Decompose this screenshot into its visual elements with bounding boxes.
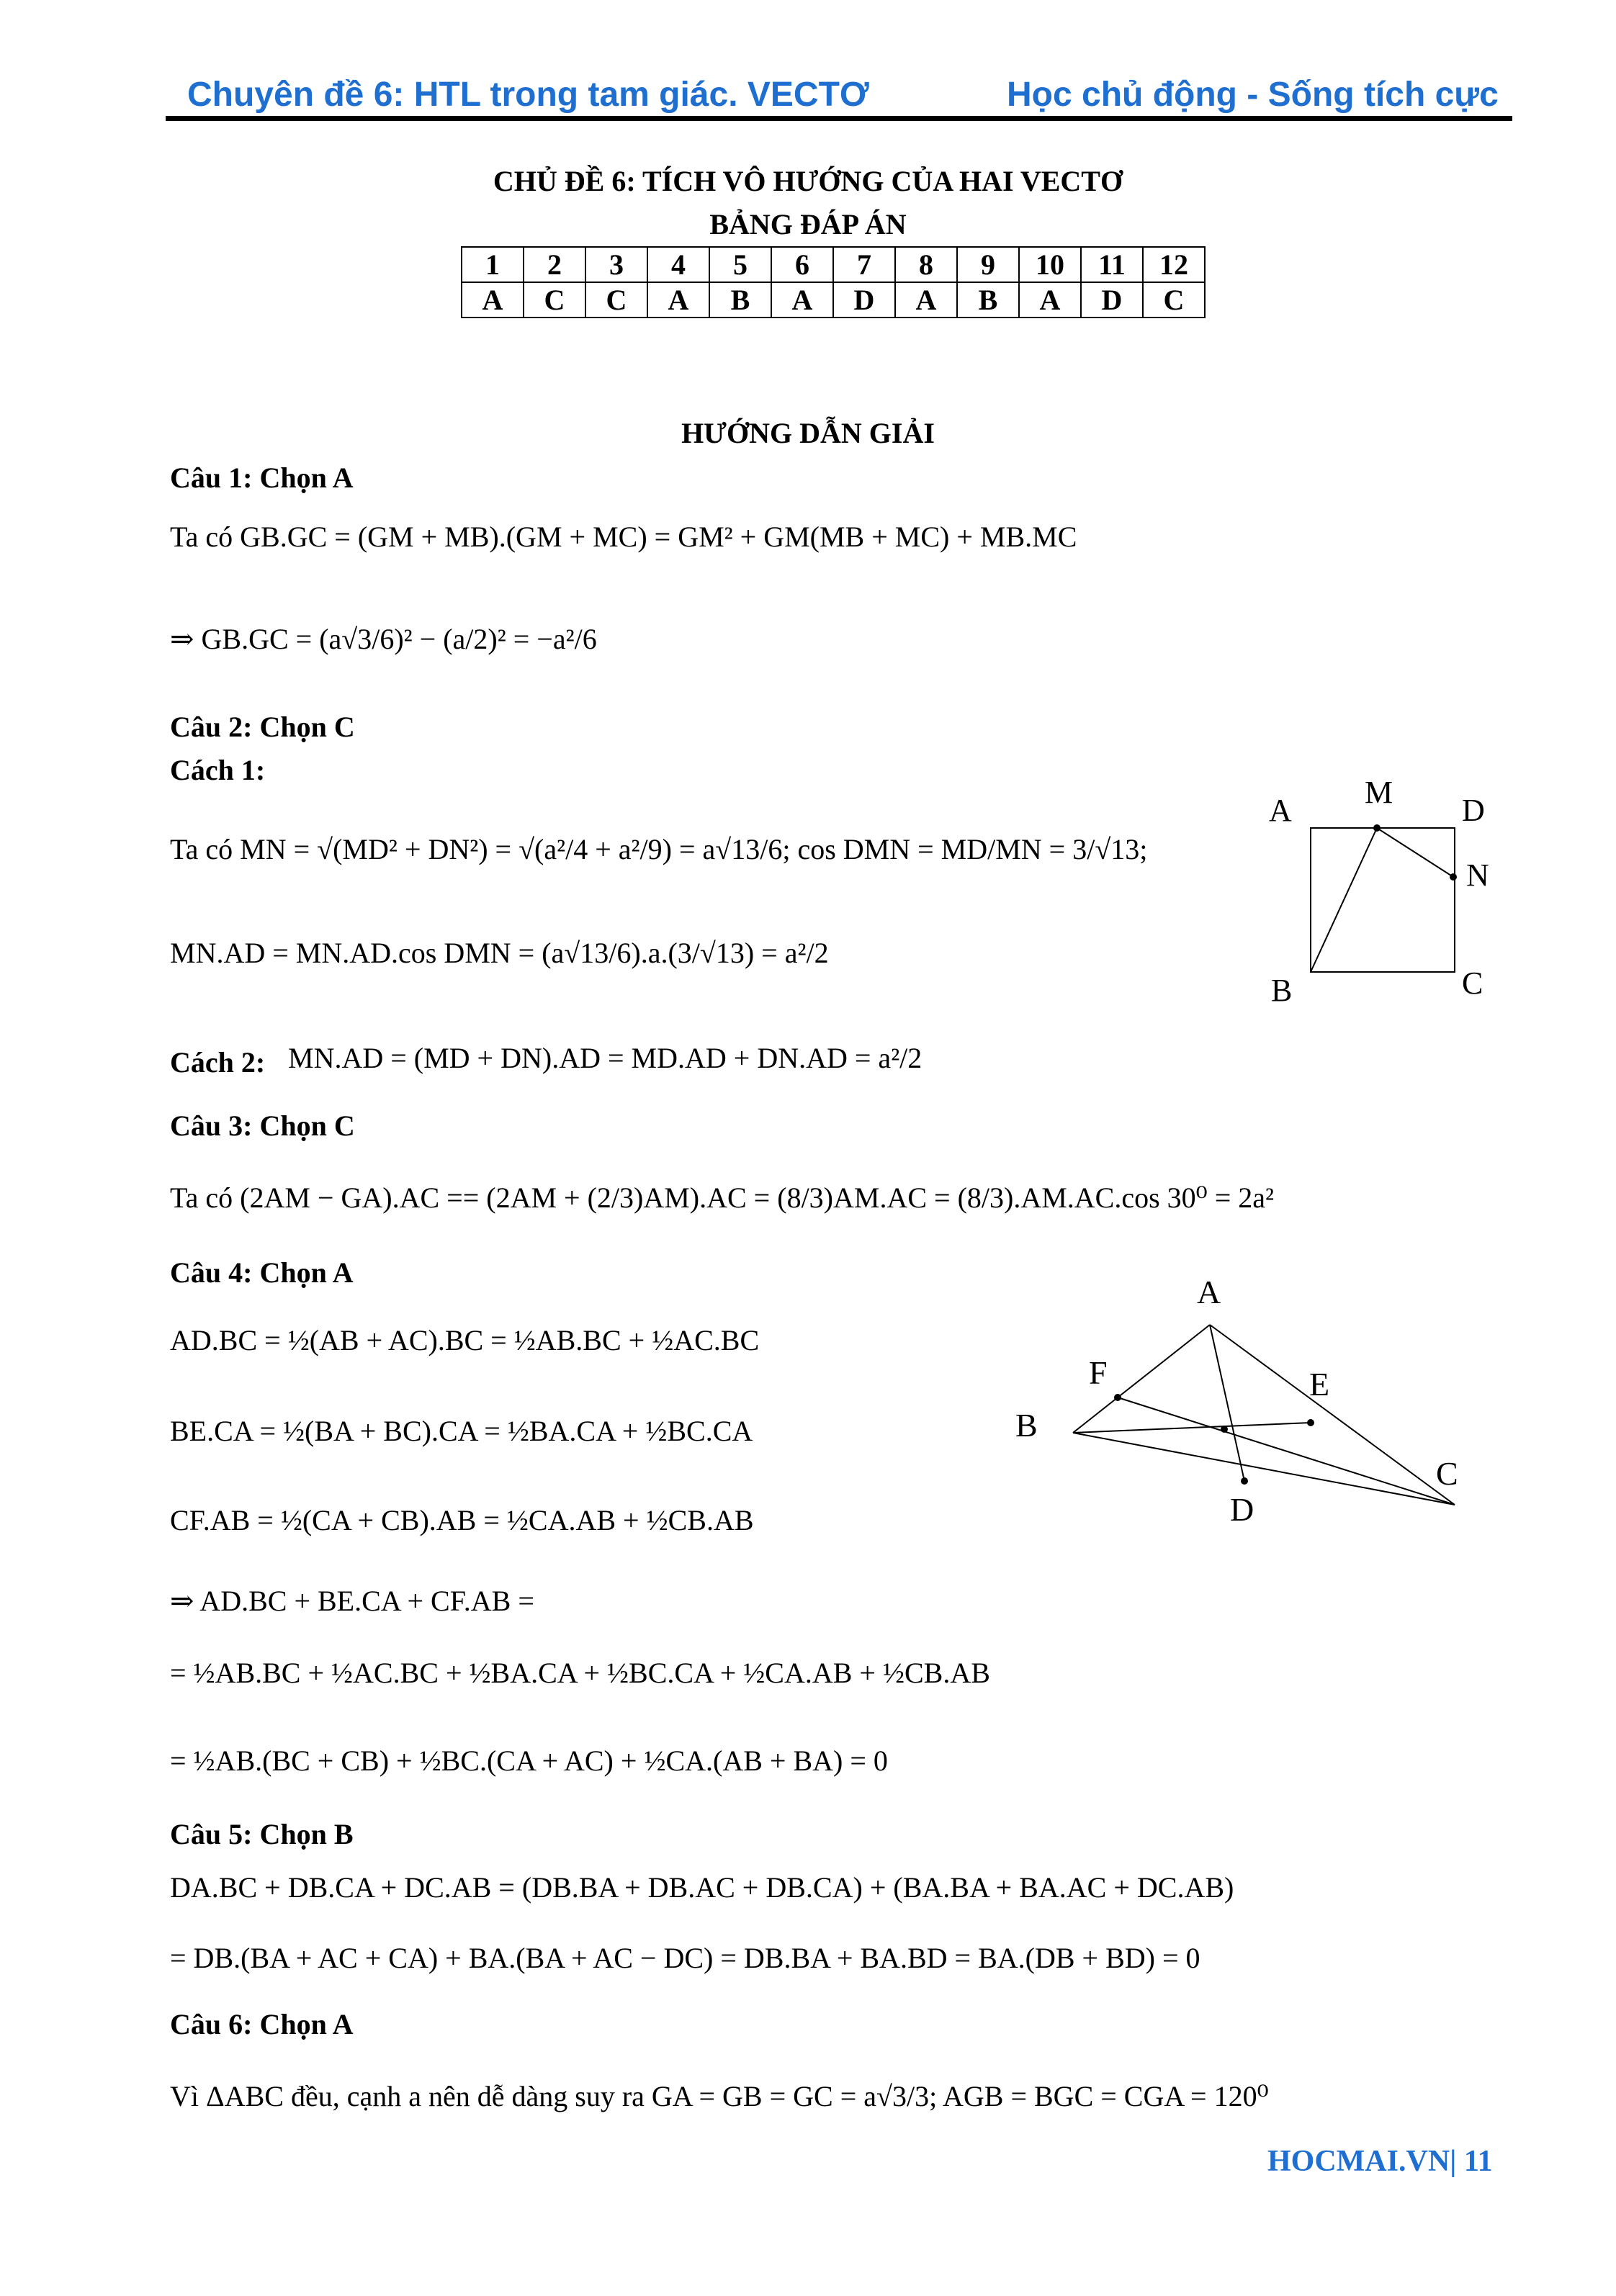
label-m: M <box>1365 775 1393 810</box>
answer-letter: A <box>771 282 833 318</box>
answer-number: 4 <box>647 247 709 282</box>
q6-heading: Câu 6: Chọn A <box>170 2008 354 2040</box>
q2-line2: MN.AD = MN.AD.cos DMN = (a√13/6).a.(3/√13) = a²/2 <box>170 937 829 969</box>
segment-bm <box>1311 828 1377 972</box>
answer-letter: B <box>709 282 771 318</box>
q5-line1: DA.BC + DB.CA + DC.AB = (DB.BA + DB.AC + DB.CA) + (BA.BA + BA.AC + DC.AB) <box>170 1871 1234 1904</box>
q6-line1: Vì ΔABC đều, cạnh a nên dễ dàng suy ra GA = GB = GC = a√3/3; AGB = BGC = CGA = 120⁰ <box>170 2080 1269 2112</box>
answer-number: 11 <box>1081 247 1143 282</box>
point-g <box>1221 1426 1228 1433</box>
q2-method2: Cách 2: <box>170 1046 266 1079</box>
answer-number: 9 <box>957 247 1019 282</box>
q2-line1: Ta có MN = √(MD² + DN²) = √(a²/4 + a²/9) = a√13/6; cos DMN = MD/MN = 3/√13; <box>170 833 1148 865</box>
solutions-title: HƯỚNG DẪN GIẢI <box>681 417 935 449</box>
footer <box>1267 2144 1493 2179</box>
label-n: N <box>1466 857 1489 893</box>
answer-table-answers-row <box>462 282 1205 318</box>
answer-letter: A <box>647 282 709 318</box>
q4-line3: CF.AB = ½(CA + CB).AB = ½CA.AB + ½CB.AB <box>170 1504 754 1536</box>
answer-letter: D <box>833 282 895 318</box>
q4-line1: AD.BC = ½(AB + AC).BC = ½AB.BC + ½AC.BC <box>170 1324 760 1356</box>
header-rule <box>166 116 1512 121</box>
answer-letter: D <box>1081 282 1143 318</box>
label-a: A <box>1269 793 1292 828</box>
q1-heading: Câu 1: Chọn A <box>170 462 354 494</box>
triangle-figure <box>1008 1253 1512 1541</box>
q5-line2: = DB.(BA + AC + CA) + BA.(BA + AC − DC) = DB.BA + BA.BD = BA.(DB + BD) = 0 <box>170 1942 1200 1974</box>
point-e <box>1307 1419 1314 1426</box>
q3-line1: Ta có (2AM − GA).AC == (2AM + (2/3)AM).AC = (8/3)AM.AC = (8/3).AM.AC.cos 30⁰ = 2a² <box>170 1181 1275 1214</box>
label-c: C <box>1462 965 1483 1001</box>
answer-letter: A <box>895 282 957 318</box>
label-e: E <box>1309 1366 1330 1403</box>
square-figure <box>1253 770 1491 1008</box>
point-d <box>1241 1477 1248 1485</box>
label-b: B <box>1015 1407 1038 1444</box>
q2-line3: MN.AD = (MD + DN).AD = MD.AD + DN.AD = a²/2 <box>288 1042 923 1074</box>
q4-line2: BE.CA = ½(BA + BC).CA = ½BA.CA + ½BC.CA <box>170 1415 753 1447</box>
answer-number: 2 <box>524 247 585 282</box>
answer-letter: B <box>957 282 1019 318</box>
answer-letter: C <box>524 282 585 318</box>
label-f: F <box>1089 1354 1108 1391</box>
point-f <box>1114 1394 1121 1401</box>
label-c: C <box>1436 1455 1458 1492</box>
label-d: D <box>1230 1491 1254 1528</box>
header-topic: Chuyên đề 6: HTL trong tam giác. VECTƠ <box>187 76 869 114</box>
answer-table-numbers-row <box>462 247 1205 282</box>
answer-letter: C <box>585 282 647 318</box>
q4-heading: Câu 4: Chọn A <box>170 1256 354 1289</box>
q4-line6: = ½AB.(BC + CB) + ½BC.(CA + AC) + ½CA.(AB + BA) = 0 <box>170 1744 888 1777</box>
answer-number: 6 <box>771 247 833 282</box>
q1-line1: Ta có GB.GC = (GM + MB).(GM + MC) = GM² + GM(MB + MC) + MB.MC <box>170 521 1077 553</box>
q4-line5: = ½AB.BC + ½AC.BC + ½BA.CA + ½BC.CA + ½CA.AB + ½CB.AB <box>170 1657 990 1689</box>
answer-number: 3 <box>585 247 647 282</box>
segment-be <box>1073 1423 1311 1433</box>
q2-method1: Cách 1: <box>170 754 266 786</box>
q2-heading: Câu 2: Chọn C <box>170 711 355 743</box>
footer-site: HOCMAI.VN <box>1267 2145 1450 2178</box>
q5-heading: Câu 5: Chọn B <box>170 1818 354 1850</box>
answer-number: 1 <box>462 247 524 282</box>
answer-letter: C <box>1143 282 1205 318</box>
q1-line2: ⇒ GB.GC = (a√3/6)² − (a/2)² = −a²/6 <box>170 623 597 655</box>
q3-heading: Câu 3: Chọn C <box>170 1109 355 1142</box>
square-abcd <box>1311 828 1455 972</box>
point-m <box>1373 824 1381 832</box>
answer-number: 10 <box>1019 247 1081 282</box>
label-a: A <box>1197 1274 1221 1310</box>
label-b: B <box>1271 973 1293 1008</box>
answer-number: 7 <box>833 247 895 282</box>
answer-table <box>461 246 1206 318</box>
q4-line4: ⇒ AD.BC + BE.CA + CF.AB = <box>170 1585 534 1617</box>
point-n <box>1450 873 1457 881</box>
footer-page: | 11 <box>1450 2145 1493 2178</box>
side-ac <box>1210 1325 1455 1505</box>
answer-table-title: BẢNG ĐÁP ÁN <box>709 208 907 240</box>
label-d: D <box>1462 793 1485 828</box>
answer-number: 8 <box>895 247 957 282</box>
segment-mn <box>1377 828 1453 877</box>
answer-number: 5 <box>709 247 771 282</box>
header-slogan: Học chủ động - Sống tích cực <box>1007 76 1499 114</box>
answer-letter: A <box>1019 282 1081 318</box>
segment-ad <box>1210 1325 1244 1481</box>
page-title: CHỦ ĐỀ 6: TÍCH VÔ HƯỚNG CỦA HAI VECTƠ <box>493 165 1123 197</box>
answer-letter: A <box>462 282 524 318</box>
answer-number: 12 <box>1143 247 1205 282</box>
